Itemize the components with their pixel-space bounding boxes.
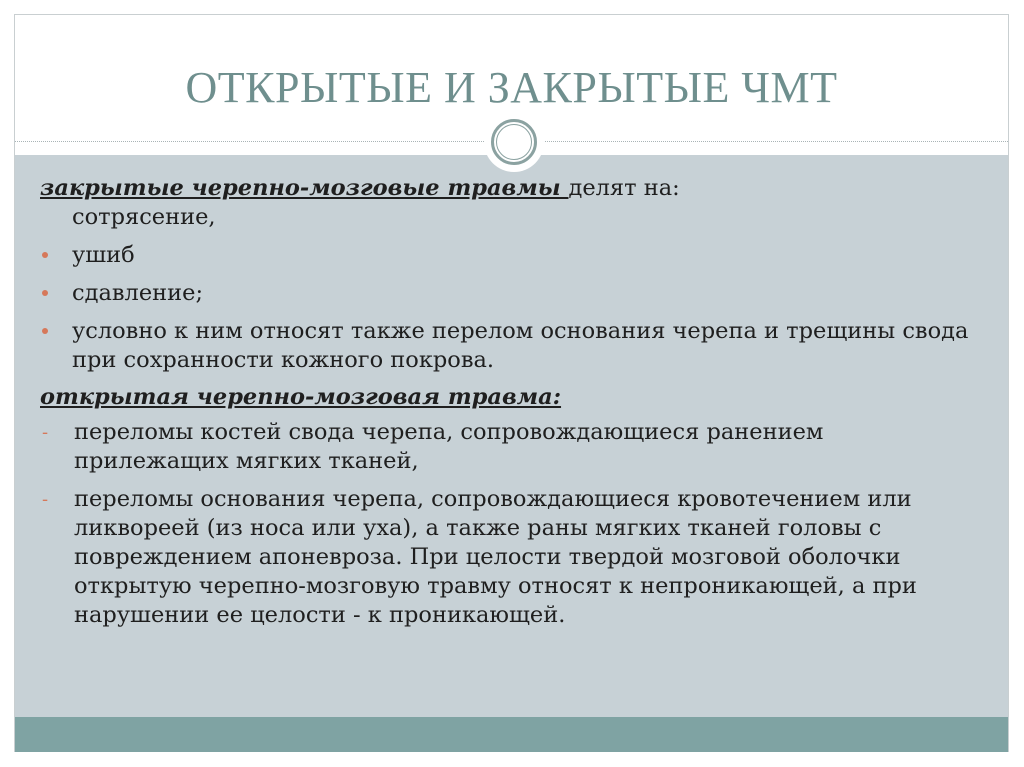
- closed-heading: [40, 174, 970, 203]
- bullet-text: ушиб: [72, 242, 135, 268]
- bullet-dot-icon: [40, 241, 72, 270]
- list-item: [40, 418, 970, 476]
- bullet-dot-icon: [40, 279, 72, 308]
- list-item: [40, 241, 970, 270]
- slide-body: [40, 174, 970, 630]
- list-item: [40, 279, 970, 308]
- list-item: [40, 485, 970, 630]
- dash-marker: -: [42, 422, 49, 443]
- closed-heading-emphasis: закрытые черепно-мозговые травмы: [40, 175, 569, 201]
- bullet-dot-icon: [40, 317, 72, 375]
- list-item: [40, 317, 970, 375]
- footer-bar: [15, 717, 1008, 752]
- dash-item-text: переломы костей свода черепа, сопровождающиеся ранением прилежащих мягких тканей,: [74, 419, 824, 474]
- closed-first-line: сотрясение,: [72, 204, 216, 230]
- circle-ornament-icon: [484, 112, 544, 172]
- dash-item-text: переломы основания черепа, сопровождающиеся кровотечением или ликвореей (из носа или уха), а также раны мягких тканей головы с повреждением апоневроза. При целости твердой мозговой оболочки открытую черепно-мозговую травму относят к непроникающей, а при нарушении ее целости - к проникающей.: [74, 486, 917, 628]
- open-heading-emphasis: открытая черепно-мозговая травма:: [40, 384, 562, 410]
- bullet-text: сдавление;: [72, 280, 204, 306]
- bullet-text: условно к ним относят также перелом основания черепа и трещины свода при сохранности кожного покрова.: [72, 318, 969, 373]
- open-heading: [40, 383, 970, 412]
- dash-marker: -: [42, 489, 49, 510]
- slide-title: ОТКРЫТЫЕ И ЗАКРЫТЫЕ ЧМТ: [185, 63, 838, 112]
- closed-heading-tail: делят на:: [568, 175, 680, 201]
